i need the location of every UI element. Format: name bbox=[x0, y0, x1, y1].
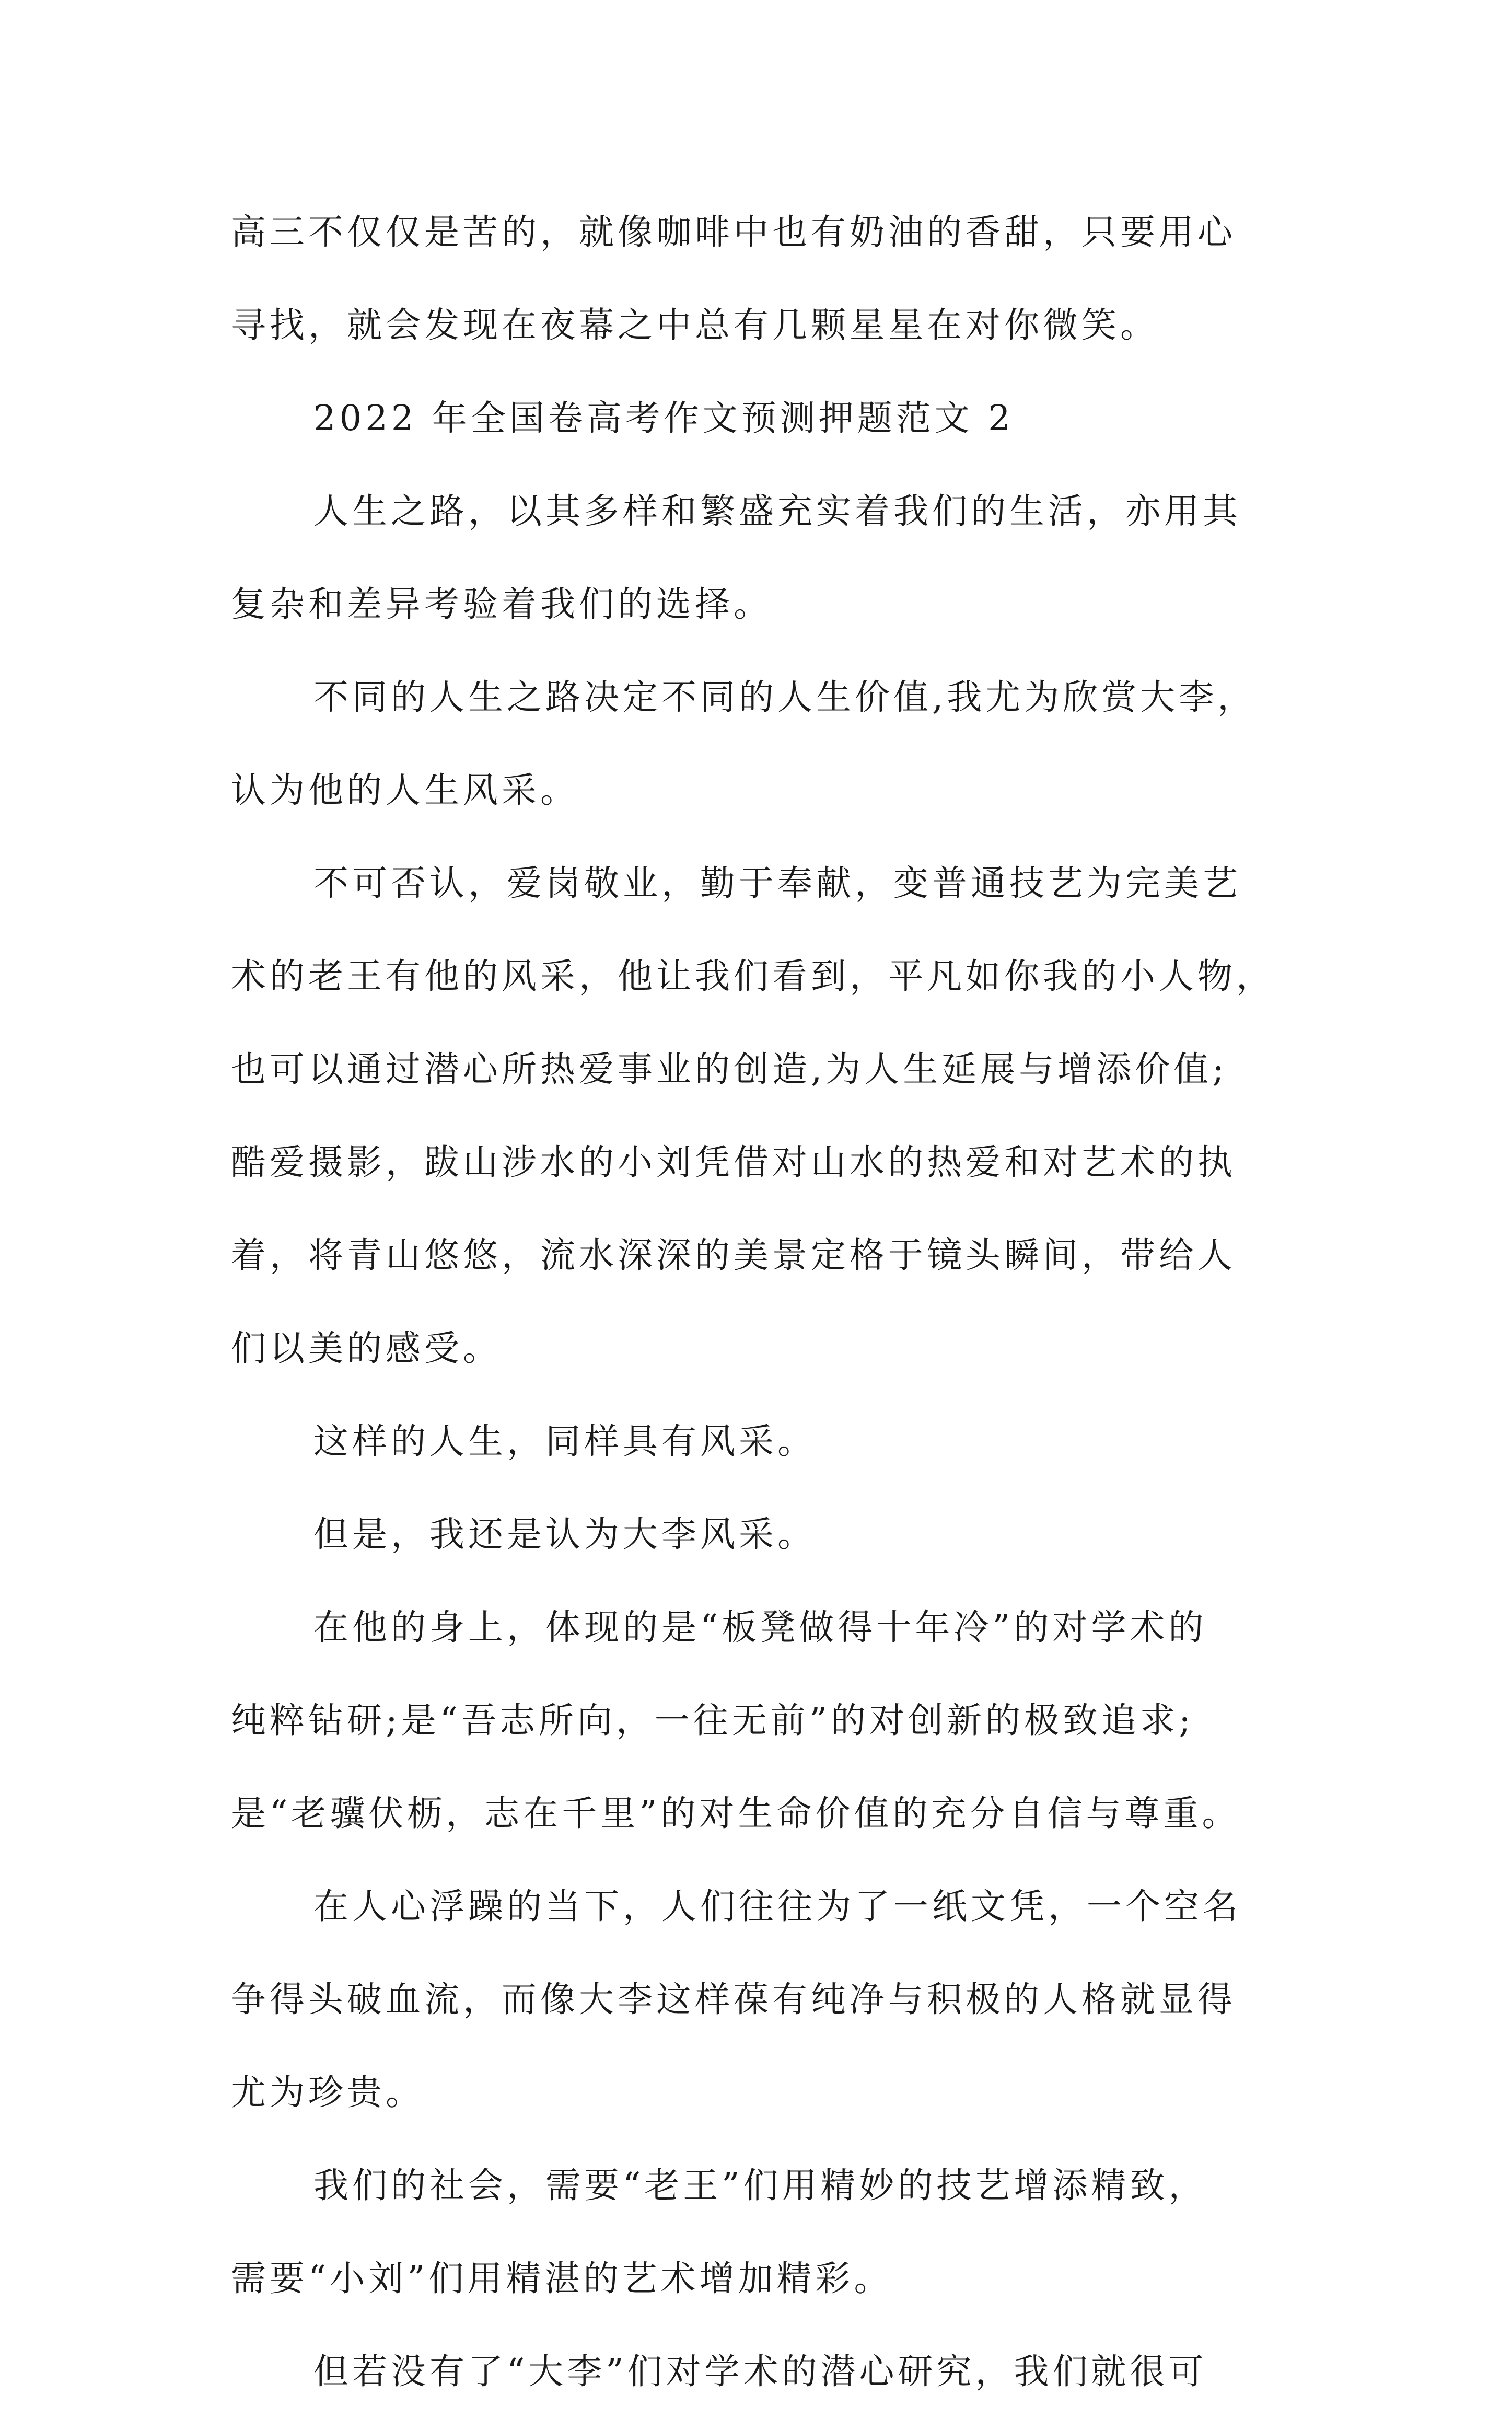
text-line: 在人心浮躁的当下，人们往往为了一纸文凭，一个空名 bbox=[313, 1886, 1241, 1927]
text-line: 但若没有了“大李”们对学术的潜心研究，我们就很可 bbox=[313, 2351, 1207, 2392]
text-line: 高三不仅仅是苦的，就像咖啡中也有奶油的香甜，只要用心 bbox=[231, 212, 1236, 252]
text-line: 是“老骥伏枥，志在千里”的对生命价值的充分自信与尊重。 bbox=[231, 1793, 1241, 1834]
text-line: 们以美的感受。 bbox=[231, 1328, 502, 1369]
text-line: 寻找，就会发现在夜幕之中总有几颗星星在对你微笑。 bbox=[231, 305, 1159, 345]
text-line: 尤为珍贵。 bbox=[231, 2072, 424, 2113]
text-line: 不可否认，爱岗敬业，勤于奉献，变普通技艺为完美艺 bbox=[313, 863, 1241, 904]
text-line: 这样的人生，同样具有风采。 bbox=[313, 1421, 816, 1462]
text-line: 但是，我还是认为大李风采。 bbox=[313, 1514, 816, 1555]
essay-heading: 2022 年全国卷高考作文预测押题范文 2 bbox=[313, 398, 1014, 438]
text-line: 人生之路，以其多样和繁盛充实着我们的生活，亦用其 bbox=[313, 491, 1241, 531]
text-line: 酷爱摄影，跋山涉水的小刘凭借对山水的热爱和对艺术的执 bbox=[231, 1142, 1236, 1183]
text-line: 认为他的人生风采。 bbox=[231, 770, 579, 811]
text-line: 争得头破血流，而像大李这样葆有纯净与积极的人格就显得 bbox=[231, 1979, 1236, 2020]
text-line: 纯粹钻研;是“吾志所向，一往无前”的对创新的极致追求; bbox=[231, 1700, 1194, 1741]
text-line: 复杂和差异考验着我们的选择。 bbox=[231, 584, 772, 624]
text-line: 也可以通过潜心所热爱事业的创造,为人生延展与增添价值; bbox=[231, 1049, 1228, 1090]
text-line: 着，将青山悠悠，流水深深的美景定格于镜头瞬间，带给人 bbox=[231, 1235, 1236, 1276]
essay-body bbox=[231, 186, 1286, 2418]
text-line: 不同的人生之路决定不同的人生价值,我尤为欣赏大李， bbox=[313, 677, 1257, 718]
text-line: 在他的身上，体现的是“板凳做得十年冷”的对学术的 bbox=[313, 1607, 1207, 1648]
text-line: 术的老王有他的风采，他让我们看到，平凡如你我的小人物， bbox=[231, 956, 1275, 997]
text-line: 我们的社会，需要“老王”们用精妙的技艺增添精致， bbox=[313, 2165, 1207, 2206]
text-line: 需要“小刘”们用精湛的艺术增加精彩。 bbox=[231, 2258, 893, 2299]
